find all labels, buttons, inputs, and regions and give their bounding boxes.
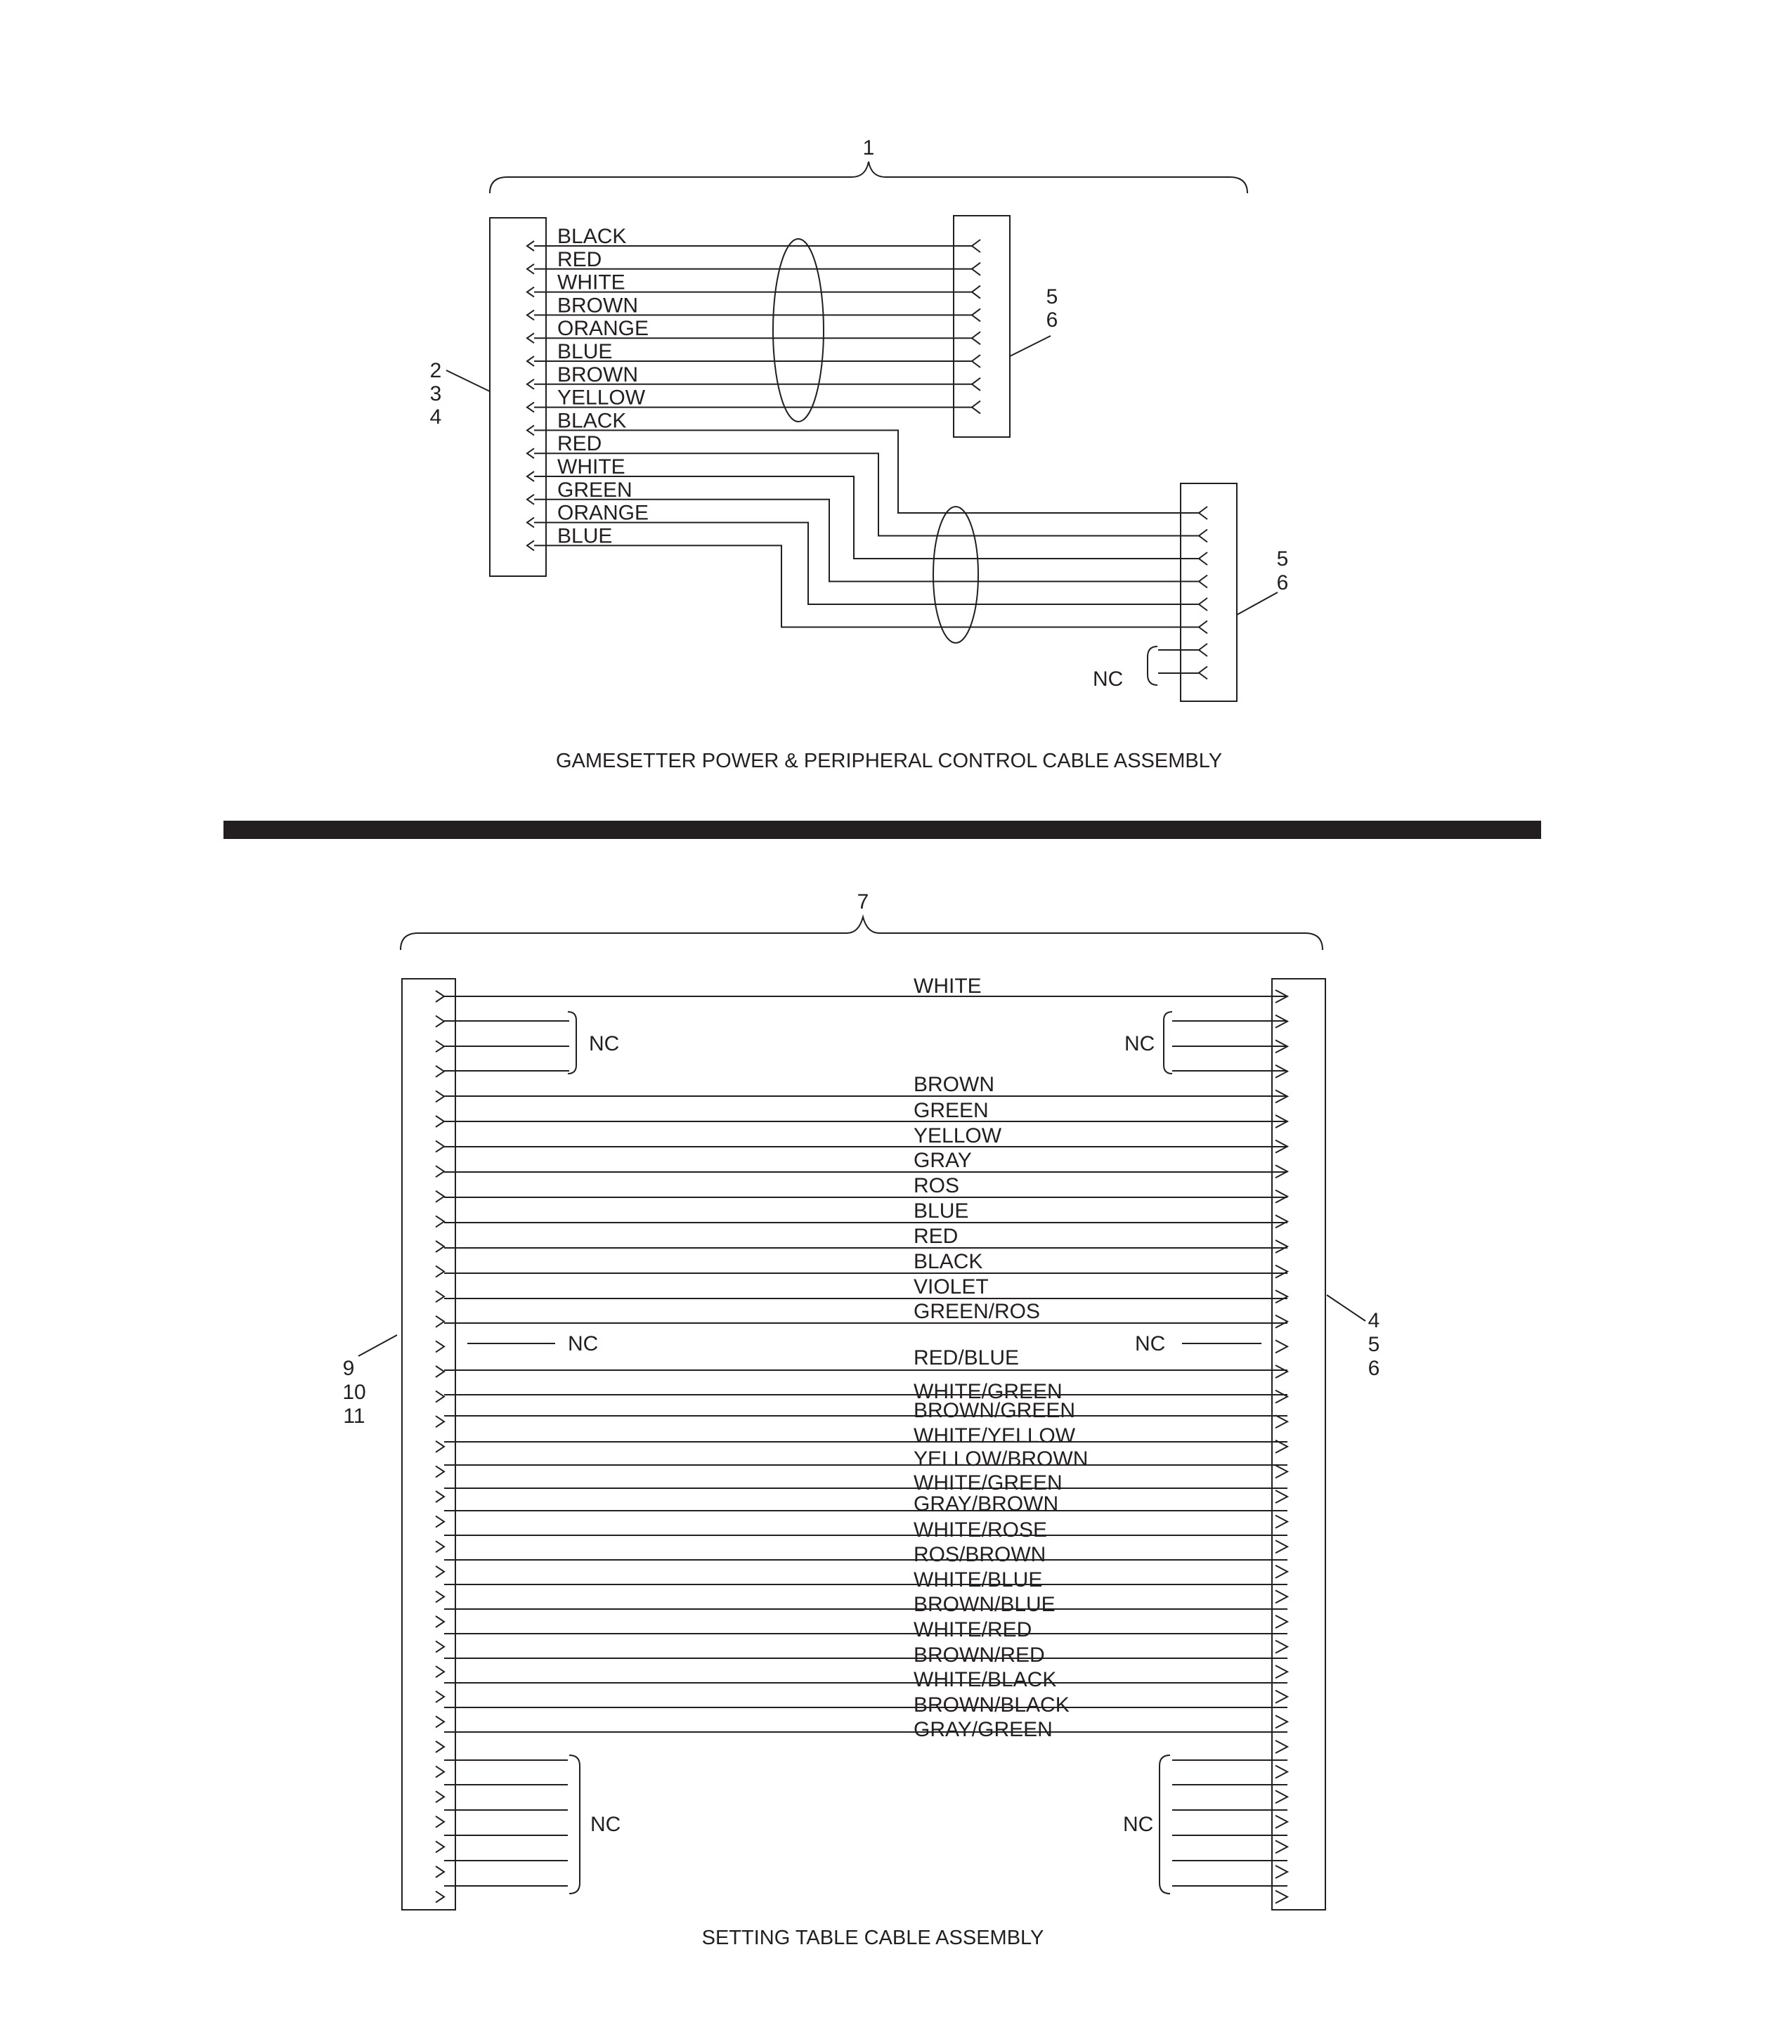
wire-bundle-ellipse-lower (933, 507, 978, 643)
left-callout-4: 4 (429, 405, 442, 429)
wire-label-2: WHITE/GREEN (914, 1471, 1063, 1495)
setting-table-cable-diagram (342, 890, 1379, 1949)
wire (534, 523, 1200, 604)
wire-label-2: BROWN/RED (914, 1643, 1045, 1667)
left-callout-2: 2 (429, 359, 442, 382)
diagram-title-2: SETTING TABLE CABLE ASSEMBLY (701, 1927, 1044, 1949)
leader-right-lower (1237, 592, 1278, 615)
wire-label-2: WHITE/YELLOW (914, 1424, 1076, 1447)
wire-label-2: GREEN (914, 1099, 989, 1122)
nc-label: NC (1093, 668, 1124, 691)
nc-bracket (1148, 646, 1157, 685)
wire-paths-2 (444, 996, 1287, 1886)
gamesetter-cable-diagram (430, 136, 1289, 772)
left-connector-2 (402, 979, 455, 1910)
section-divider (223, 821, 1541, 839)
left-callout-11: 11 (343, 1405, 365, 1428)
wire-label-2: WHITE/RED (914, 1618, 1032, 1641)
wire-label-2: WHITE (914, 975, 982, 998)
wire-label-2: YELLOW (914, 1124, 1002, 1147)
lower-callout-5: 5 (1276, 547, 1289, 571)
wire-label: BLUE (557, 340, 613, 363)
right-upper-callout-6: 6 (1046, 308, 1058, 332)
assembly-callout-1: 1 (862, 136, 875, 160)
leader-right-upper (1010, 336, 1051, 356)
wire-label-2: VIOLET (914, 1275, 989, 1298)
right-callout-5: 5 (1368, 1333, 1380, 1356)
nc-label-mid-left: NC (568, 1332, 599, 1355)
right-connector-upper (954, 216, 1010, 437)
wire-label-2: BROWN (914, 1073, 994, 1096)
wire-label-2: ROS (914, 1174, 960, 1197)
wire-label-2: ROS/BROWN (914, 1543, 1046, 1566)
lower-callout-6: 6 (1276, 571, 1289, 594)
wire-label-2: BLACK (914, 1250, 983, 1273)
wire-label-2: GRAY/GREEN (914, 1718, 1053, 1741)
wire-label-2: WHITE/GREEN (914, 1380, 1063, 1403)
wire-label-2: YELLOW/BROWN (914, 1447, 1089, 1471)
nc-label-bottom-right: NC (1123, 1813, 1154, 1836)
wire-label: BROWN (557, 294, 638, 318)
wire-label-2: GREEN/ROS (914, 1300, 1041, 1323)
wire-label-2: BROWN/GREEN (914, 1399, 1076, 1422)
nc-label-top-right: NC (1124, 1032, 1155, 1055)
wire-label-2: WHITE/BLUE (914, 1568, 1043, 1591)
right-connector-lower (1181, 483, 1237, 701)
nc-bracket-bottom-left (569, 1755, 580, 1894)
wire-label-2: WHITE/ROSE (914, 1518, 1048, 1542)
wire (534, 545, 1200, 627)
wire-label: GREEN (557, 478, 632, 502)
nc-label-mid-right: NC (1135, 1332, 1166, 1355)
left-callout-9: 9 (342, 1357, 355, 1380)
wire-label: BLACK (557, 409, 627, 433)
wire-label: ORANGE (557, 317, 649, 341)
wire-label-2: GRAY/BROWN (914, 1492, 1059, 1516)
leader-left-connector (446, 370, 490, 391)
wire-label: BLACK (557, 225, 627, 248)
diagram-title: GAMESETTER POWER & PERIPHERAL CONTROL CABLE ASSEMBLY (555, 750, 1223, 772)
left-callout-10: 10 (342, 1381, 366, 1404)
right-callout-4: 4 (1368, 1309, 1380, 1332)
right-connector-2 (1272, 979, 1325, 1910)
right-upper-callout-5: 5 (1046, 285, 1058, 308)
wire-label: YELLOW (557, 386, 646, 410)
wire (534, 430, 1200, 513)
nc-bracket-bottom-right (1160, 1755, 1170, 1894)
assembly-brace-7 (401, 917, 1323, 950)
wire-label-2: BLUE (914, 1199, 969, 1223)
wire-label: BROWN (557, 363, 638, 386)
wire-label: WHITE (557, 455, 625, 479)
wire-label-2: BROWN/BLACK (914, 1693, 1070, 1717)
wire-label: BLUE (557, 524, 613, 548)
assembly-brace-1 (490, 162, 1247, 193)
wire-label-2: BROWN/BLUE (914, 1593, 1056, 1616)
left-callout-3: 3 (429, 382, 442, 405)
assembly-callout-7: 7 (857, 890, 869, 913)
leader-right-connector-2 (1327, 1295, 1365, 1321)
wire-bundle-ellipse-upper (773, 239, 824, 422)
nc-label-top-left: NC (589, 1032, 620, 1055)
wire-label: WHITE (557, 271, 625, 294)
wire-label-2: RED (914, 1225, 959, 1248)
right-callout-6: 6 (1368, 1357, 1380, 1380)
leader-left-connector-2 (358, 1335, 397, 1356)
nc-bracket-top-right (1164, 1012, 1172, 1074)
wire-label-2: WHITE/BLACK (914, 1668, 1057, 1691)
wire-label: ORANGE (557, 501, 649, 525)
wire-color-labels-2 (914, 975, 1088, 1741)
wire-label: RED (557, 247, 602, 271)
nc-label-bottom-left: NC (590, 1813, 621, 1836)
wire-label-2: RED/BLUE (914, 1346, 1020, 1369)
wire-label: RED (557, 432, 602, 456)
wire-label-2: GRAY (914, 1149, 972, 1172)
